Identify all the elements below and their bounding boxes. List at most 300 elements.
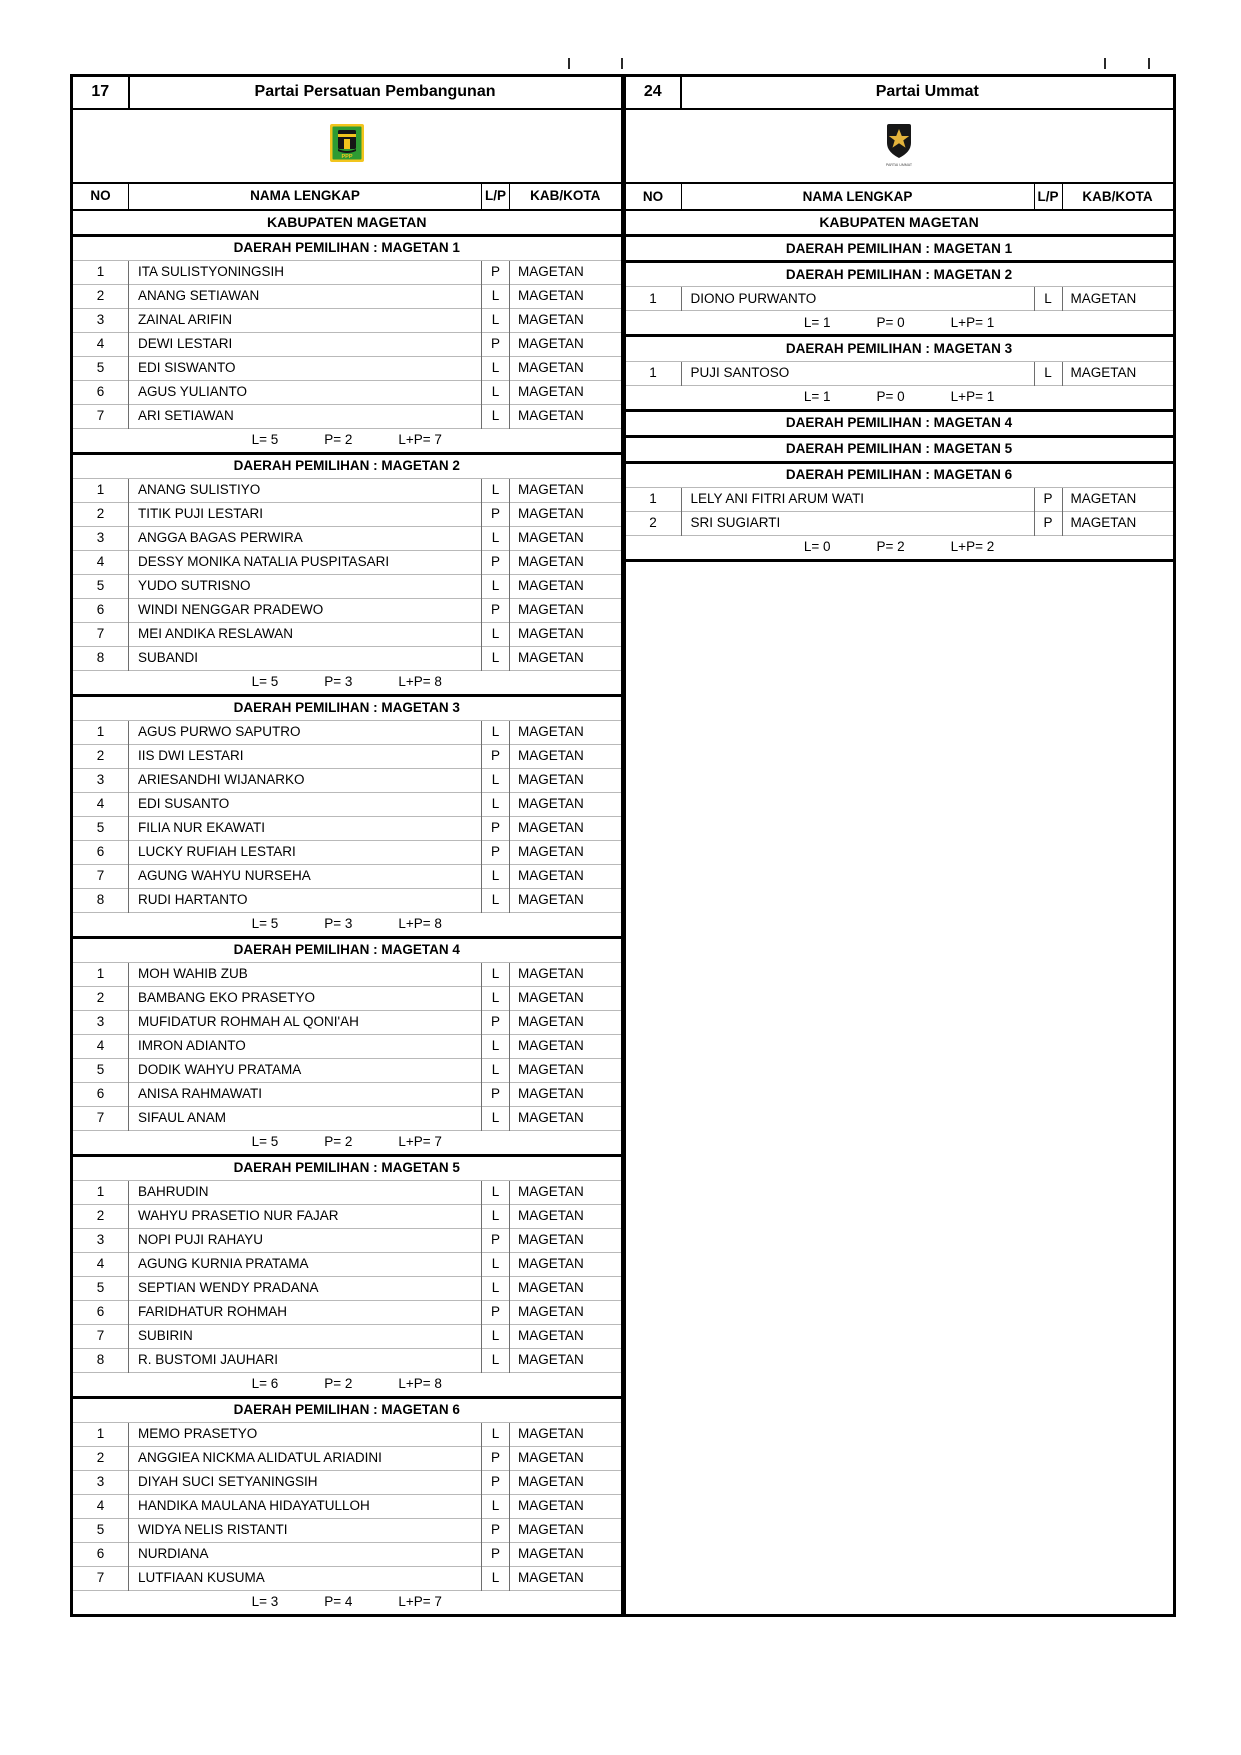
candidate-region: MAGETAN	[510, 503, 622, 527]
candidate-region: MAGETAN	[510, 285, 622, 309]
summary-l: L= 5	[251, 1134, 279, 1150]
candidate-number: 3	[72, 1471, 129, 1495]
svg-text:PPP: PPP	[341, 154, 353, 161]
candidate-name: ARI SETIAWAN	[129, 405, 482, 429]
candidate-name: MUFIDATUR ROHMAH AL QONI'AH	[129, 1011, 482, 1035]
candidate-name: SIFAUL ANAM	[129, 1107, 482, 1131]
summary-lp: L+P= 7	[398, 432, 442, 448]
candidate-name: ANANG SULISTIYO	[129, 479, 482, 503]
candidate-gender: P	[482, 841, 510, 865]
candidate-gender: L	[482, 1349, 510, 1373]
candidate-number: 7	[72, 623, 129, 647]
candidate-region: MAGETAN	[510, 987, 622, 1011]
candidate-row	[72, 527, 622, 551]
dapil-header: DAERAH PEMILIHAN : MAGETAN 1	[72, 236, 622, 261]
candidate-region: MAGETAN	[510, 527, 622, 551]
candidate-name: ZAINAL ARIFIN	[129, 309, 482, 333]
candidate-region: MAGETAN	[510, 1447, 622, 1471]
summary-lp: L+P= 7	[398, 1134, 442, 1150]
candidate-gender: L	[482, 963, 510, 987]
section-summary	[624, 535, 1174, 560]
dapil-section-row	[624, 336, 1174, 361]
region-header-row	[72, 210, 622, 236]
col-lp: L/P	[482, 183, 510, 210]
candidate-number: 1	[624, 287, 681, 311]
candidate-row	[72, 1349, 622, 1373]
candidate-name: R. BUSTOMI JAUHARI	[129, 1349, 482, 1373]
dapil-header: DAERAH PEMILIHAN : MAGETAN 3	[72, 696, 622, 721]
candidate-region: MAGETAN	[510, 1325, 622, 1349]
candidate-number: 6	[72, 599, 129, 623]
dapil-section-row	[72, 938, 622, 963]
candidate-row	[72, 1107, 622, 1131]
candidate-gender: L	[482, 1495, 510, 1519]
candidate-name: LUTFIAAN KUSUMA	[129, 1567, 482, 1591]
candidate-region: MAGETAN	[510, 865, 622, 889]
empty-area	[624, 560, 1174, 1615]
candidate-number: 6	[72, 1083, 129, 1107]
party-header-row	[624, 76, 1174, 110]
candidate-name: WINDI NENGGAR PRADEWO	[129, 599, 482, 623]
candidate-name: AGUNG KURNIA PRATAMA	[129, 1253, 482, 1277]
candidate-row	[72, 1471, 622, 1495]
page-edge-artifact	[621, 58, 623, 69]
candidate-number: 7	[72, 1107, 129, 1131]
candidate-name: MEMO PRASETYO	[129, 1423, 482, 1447]
candidate-gender: P	[482, 551, 510, 575]
candidate-number: 5	[72, 357, 129, 381]
candidate-name: NOPI PUJI RAHAYU	[129, 1229, 482, 1253]
candidate-number: 6	[72, 381, 129, 405]
candidate-name: BAHRUDIN	[129, 1181, 482, 1205]
candidate-gender: L	[482, 889, 510, 913]
candidate-number: 1	[72, 479, 129, 503]
candidate-row	[72, 987, 622, 1011]
dapil-section-row	[624, 262, 1174, 287]
candidate-region: MAGETAN	[510, 1253, 622, 1277]
party-name: Partai Persatuan Pembangunan	[129, 76, 622, 110]
candidate-name: AGUS YULIANTO	[129, 381, 482, 405]
candidate-name: IIS DWI LESTARI	[129, 745, 482, 769]
summary-lp: L+P= 1	[950, 389, 995, 405]
candidate-gender: P	[482, 599, 510, 623]
summary-p: P= 2	[876, 539, 905, 555]
candidate-row	[72, 285, 622, 309]
candidate-name: DESSY MONIKA NATALIA PUSPITASARI	[129, 551, 482, 575]
candidate-gender: P	[482, 333, 510, 357]
candidate-region: MAGETAN	[510, 1349, 622, 1373]
candidate-name: EDI SUSANTO	[129, 793, 482, 817]
candidate-gender: P	[482, 1083, 510, 1107]
section-summary-row	[72, 671, 622, 696]
empty-filler-row	[624, 560, 1174, 1615]
dapil-header: DAERAH PEMILIHAN : MAGETAN 5	[72, 1156, 622, 1181]
candidate-region: MAGETAN	[510, 1107, 622, 1131]
dapil-section-row	[72, 696, 622, 721]
candidate-row	[72, 551, 622, 575]
party-header-row	[72, 76, 622, 110]
candidate-row	[72, 1205, 622, 1229]
candidate-row	[72, 503, 622, 527]
candidate-row	[72, 479, 622, 503]
candidate-number: 7	[72, 405, 129, 429]
candidate-number: 6	[72, 841, 129, 865]
candidate-gender: P	[482, 503, 510, 527]
section-summary-row	[72, 1131, 622, 1156]
summary-lp: L+P= 2	[950, 539, 995, 555]
section-summary	[72, 1591, 622, 1616]
column-header-row	[72, 183, 622, 210]
section-summary	[624, 385, 1174, 410]
candidate-row	[72, 1325, 622, 1349]
candidate-gender: L	[482, 1567, 510, 1591]
candidate-gender: P	[482, 1301, 510, 1325]
candidate-gender: L	[482, 1277, 510, 1301]
candidate-row	[72, 889, 622, 913]
candidate-gender: L	[482, 405, 510, 429]
candidate-region: MAGETAN	[510, 551, 622, 575]
candidate-number: 6	[72, 1301, 129, 1325]
candidate-number: 5	[72, 1059, 129, 1083]
candidate-name: AGUNG WAHYU NURSEHA	[129, 865, 482, 889]
candidate-row	[72, 647, 622, 671]
candidate-gender: P	[482, 1519, 510, 1543]
logo-cell	[624, 109, 1174, 183]
candidate-number: 1	[72, 261, 129, 285]
region-header: KABUPATEN MAGETAN	[624, 210, 1174, 236]
section-summary	[72, 1131, 622, 1156]
col-kab-kota: KAB/KOTA	[510, 183, 622, 210]
candidate-number: 6	[72, 1543, 129, 1567]
section-summary	[72, 429, 622, 454]
section-summary-row	[72, 1373, 622, 1398]
dapil-header: DAERAH PEMILIHAN : MAGETAN 4	[624, 410, 1174, 436]
candidate-number: 7	[72, 865, 129, 889]
candidate-gender: L	[482, 623, 510, 647]
candidate-gender: L	[482, 357, 510, 381]
candidate-row	[72, 1083, 622, 1107]
candidate-row	[624, 511, 1174, 535]
candidate-number: 7	[72, 1567, 129, 1591]
candidate-row	[624, 361, 1174, 385]
candidate-region: MAGETAN	[510, 261, 622, 285]
col-no: NO	[624, 183, 681, 210]
dapil-header: DAERAH PEMILIHAN : MAGETAN 2	[624, 262, 1174, 287]
candidate-number: 2	[72, 745, 129, 769]
candidate-gender: L	[482, 1205, 510, 1229]
section-summary-row	[624, 311, 1174, 336]
candidate-row	[72, 1059, 622, 1083]
candidate-row	[72, 575, 622, 599]
section-summary-row	[72, 429, 622, 454]
summary-p: P= 2	[324, 1134, 353, 1150]
candidate-gender: L	[482, 479, 510, 503]
candidate-row	[72, 599, 622, 623]
candidate-region: MAGETAN	[510, 1519, 622, 1543]
candidate-region: MAGETAN	[510, 599, 622, 623]
candidate-name: FARIDHATUR ROHMAH	[129, 1301, 482, 1325]
candidate-gender: P	[482, 1011, 510, 1035]
candidate-name: SUBIRIN	[129, 1325, 482, 1349]
candidate-number: 5	[72, 817, 129, 841]
dapil-header: DAERAH PEMILIHAN : MAGETAN 6	[72, 1398, 622, 1423]
candidate-row	[72, 623, 622, 647]
candidate-name: PUJI SANTOSO	[681, 361, 1034, 385]
candidate-region: MAGETAN	[510, 889, 622, 913]
dapil-section-row	[624, 436, 1174, 462]
candidate-gender: P	[482, 1471, 510, 1495]
summary-lp: L+P= 8	[398, 674, 442, 690]
candidate-region: MAGETAN	[510, 769, 622, 793]
candidate-number: 2	[624, 511, 681, 535]
candidate-row	[72, 333, 622, 357]
candidate-gender: P	[482, 261, 510, 285]
dapil-section-row	[72, 454, 622, 479]
dapil-section-row	[624, 236, 1174, 262]
candidate-name: DIYAH SUCI SETYANINGSIH	[129, 1471, 482, 1495]
candidate-row	[72, 1229, 622, 1253]
page-edge-artifact	[568, 58, 570, 69]
summary-l: L= 5	[251, 916, 279, 932]
candidate-gender: L	[482, 1325, 510, 1349]
candidate-number: 4	[72, 333, 129, 357]
candidate-number: 8	[72, 889, 129, 913]
candidate-number: 3	[72, 769, 129, 793]
candidate-number: 3	[72, 309, 129, 333]
candidate-region: MAGETAN	[510, 1229, 622, 1253]
candidate-row	[72, 1543, 622, 1567]
candidate-gender: P	[482, 1447, 510, 1471]
candidate-number: 4	[72, 551, 129, 575]
candidate-gender: L	[482, 1107, 510, 1131]
summary-p: P= 3	[324, 674, 353, 690]
candidate-number: 3	[72, 527, 129, 551]
candidate-region: MAGETAN	[1062, 361, 1174, 385]
candidate-region: MAGETAN	[1062, 287, 1174, 311]
summary-l: L= 1	[803, 389, 831, 405]
candidate-number: 1	[72, 963, 129, 987]
candidate-region: MAGETAN	[510, 745, 622, 769]
candidate-number: 3	[72, 1011, 129, 1035]
dapil-section-row	[72, 236, 622, 261]
candidate-name: HANDIKA MAULANA HIDAYATULLOH	[129, 1495, 482, 1519]
partai-ummat-candidate-table	[623, 74, 1176, 1617]
candidate-region: MAGETAN	[510, 357, 622, 381]
col-lp: L/P	[1034, 183, 1062, 210]
candidate-number: 2	[72, 285, 129, 309]
candidate-row	[72, 769, 622, 793]
candidate-number: 4	[72, 793, 129, 817]
candidate-name: FILIA NUR EKAWATI	[129, 817, 482, 841]
dapil-header: DAERAH PEMILIHAN : MAGETAN 2	[72, 454, 622, 479]
candidate-gender: L	[482, 1059, 510, 1083]
candidate-name: ANANG SETIAWAN	[129, 285, 482, 309]
candidate-row	[624, 287, 1174, 311]
candidate-number: 4	[72, 1253, 129, 1277]
candidate-name: ANISA RAHMAWATI	[129, 1083, 482, 1107]
candidate-region: MAGETAN	[1062, 487, 1174, 511]
candidate-row	[72, 1567, 622, 1591]
col-kab-kota: KAB/KOTA	[1062, 183, 1174, 210]
candidate-gender: L	[482, 987, 510, 1011]
candidate-name: IMRON ADIANTO	[129, 1035, 482, 1059]
candidate-name: EDI SISWANTO	[129, 357, 482, 381]
candidate-region: MAGETAN	[510, 721, 622, 745]
party-number: 17	[72, 76, 129, 110]
candidate-region: MAGETAN	[510, 1011, 622, 1035]
candidate-name: ARIESANDHI WIJANARKO	[129, 769, 482, 793]
candidate-region: MAGETAN	[1062, 511, 1174, 535]
section-summary-row	[624, 385, 1174, 410]
summary-lp: L+P= 8	[398, 1376, 442, 1392]
summary-l: L= 3	[251, 1594, 279, 1610]
dapil-header: DAERAH PEMILIHAN : MAGETAN 5	[624, 436, 1174, 462]
candidate-gender: L	[482, 1181, 510, 1205]
candidate-number: 5	[72, 1519, 129, 1543]
candidate-region: MAGETAN	[510, 841, 622, 865]
candidate-number: 5	[72, 1277, 129, 1301]
candidate-name: WIDYA NELIS RISTANTI	[129, 1519, 482, 1543]
candidate-name: MEI ANDIKA RESLAWAN	[129, 623, 482, 647]
section-summary-row	[624, 535, 1174, 560]
summary-lp: L+P= 8	[398, 916, 442, 932]
dapil-section-row	[624, 410, 1174, 436]
candidate-number: 2	[72, 987, 129, 1011]
candidate-name: DIONO PURWANTO	[681, 287, 1034, 311]
dapil-header: DAERAH PEMILIHAN : MAGETAN 3	[624, 336, 1174, 361]
page-edge-artifact	[1104, 58, 1106, 69]
candidate-row	[72, 1277, 622, 1301]
summary-p: P= 0	[876, 389, 905, 405]
candidate-row	[72, 745, 622, 769]
candidate-region: MAGETAN	[510, 817, 622, 841]
candidate-region: MAGETAN	[510, 1035, 622, 1059]
col-nama-lengkap: NAMA LENGKAP	[681, 183, 1034, 210]
candidate-gender: L	[482, 575, 510, 599]
candidate-row	[72, 1447, 622, 1471]
summary-p: P= 4	[324, 1594, 353, 1610]
column-header-row	[624, 183, 1174, 210]
candidate-name: WAHYU PRASETIO NUR FAJAR	[129, 1205, 482, 1229]
summary-l: L= 5	[251, 674, 279, 690]
summary-p: P= 0	[876, 314, 905, 330]
candidate-name: MOH WAHIB ZUB	[129, 963, 482, 987]
candidate-row	[72, 1181, 622, 1205]
candidate-name: LUCKY RUFIAH LESTARI	[129, 841, 482, 865]
candidate-row	[72, 1301, 622, 1325]
partai-ummat-table-body	[624, 236, 1174, 1616]
candidate-number: 4	[72, 1035, 129, 1059]
party-number: 24	[624, 76, 681, 110]
section-summary-row	[72, 913, 622, 938]
candidate-row	[72, 405, 622, 429]
candidate-region: MAGETAN	[510, 1495, 622, 1519]
candidate-name: SUBANDI	[129, 647, 482, 671]
candidate-gender: L	[1034, 361, 1062, 385]
dapil-header: DAERAH PEMILIHAN : MAGETAN 6	[624, 462, 1174, 487]
candidate-region: MAGETAN	[510, 309, 622, 333]
party-name: Partai Ummat	[681, 76, 1174, 110]
candidate-region: MAGETAN	[510, 1205, 622, 1229]
dapil-section-row	[72, 1156, 622, 1181]
summary-l: L= 5	[251, 432, 279, 448]
candidate-name: ANGGA BAGAS PERWIRA	[129, 527, 482, 551]
candidate-row	[72, 793, 622, 817]
candidate-number: 1	[624, 361, 681, 385]
candidate-region: MAGETAN	[510, 1181, 622, 1205]
candidate-number: 5	[72, 575, 129, 599]
partai-ummat-logo-icon	[881, 122, 917, 168]
candidate-number: 8	[72, 647, 129, 671]
candidate-region: MAGETAN	[510, 1423, 622, 1447]
candidate-name: DODIK WAHYU PRATAMA	[129, 1059, 482, 1083]
candidate-gender: L	[482, 1423, 510, 1447]
candidate-list-sheet	[70, 74, 1176, 1617]
candidate-region: MAGETAN	[510, 1059, 622, 1083]
party-logo-row	[624, 109, 1174, 183]
candidate-name: AGUS PURWO SAPUTRO	[129, 721, 482, 745]
candidate-gender: L	[482, 381, 510, 405]
candidate-region: MAGETAN	[510, 963, 622, 987]
candidate-row	[72, 841, 622, 865]
ppp-candidate-table	[70, 74, 623, 1617]
candidate-name: SEPTIAN WENDY PRADANA	[129, 1277, 482, 1301]
candidate-gender: P	[1034, 511, 1062, 535]
candidate-row	[72, 261, 622, 285]
candidate-name: BAMBANG EKO PRASETYO	[129, 987, 482, 1011]
summary-l: L= 0	[803, 539, 831, 555]
candidate-number: 1	[624, 487, 681, 511]
candidate-gender: L	[482, 1253, 510, 1277]
candidate-row	[72, 1495, 622, 1519]
candidate-gender: L	[482, 865, 510, 889]
col-nama-lengkap: NAMA LENGKAP	[129, 183, 482, 210]
logo-cell	[72, 109, 622, 183]
region-header-row	[624, 210, 1174, 236]
candidate-row	[72, 357, 622, 381]
candidate-name: SRI SUGIARTI	[681, 511, 1034, 535]
candidate-row	[72, 1035, 622, 1059]
candidate-region: MAGETAN	[510, 623, 622, 647]
section-summary-row	[72, 1591, 622, 1616]
candidate-region: MAGETAN	[510, 1083, 622, 1107]
candidate-name: ANGGIEA NICKMA ALIDATUL ARIADINI	[129, 1447, 482, 1471]
candidate-row	[72, 1519, 622, 1543]
candidate-region: MAGETAN	[510, 405, 622, 429]
candidate-row	[72, 865, 622, 889]
candidate-gender: P	[482, 1229, 510, 1253]
party-logo-row	[72, 109, 622, 183]
candidate-row	[72, 1011, 622, 1035]
candidate-region: MAGETAN	[510, 575, 622, 599]
section-summary	[72, 913, 622, 938]
summary-p: P= 3	[324, 916, 353, 932]
candidate-name: RUDI HARTANTO	[129, 889, 482, 913]
section-summary	[72, 671, 622, 696]
candidate-name: NURDIANA	[129, 1543, 482, 1567]
candidate-region: MAGETAN	[510, 793, 622, 817]
candidate-gender: P	[482, 817, 510, 841]
candidate-region: MAGETAN	[510, 333, 622, 357]
candidate-row	[72, 1253, 622, 1277]
region-header: KABUPATEN MAGETAN	[72, 210, 622, 236]
candidate-gender: P	[482, 745, 510, 769]
candidate-gender: L	[482, 769, 510, 793]
candidate-row	[72, 817, 622, 841]
svg-text:PARTAI UMMAT: PARTAI UMMAT	[885, 162, 913, 167]
dapil-section-row	[72, 1398, 622, 1423]
candidate-gender: L	[482, 285, 510, 309]
